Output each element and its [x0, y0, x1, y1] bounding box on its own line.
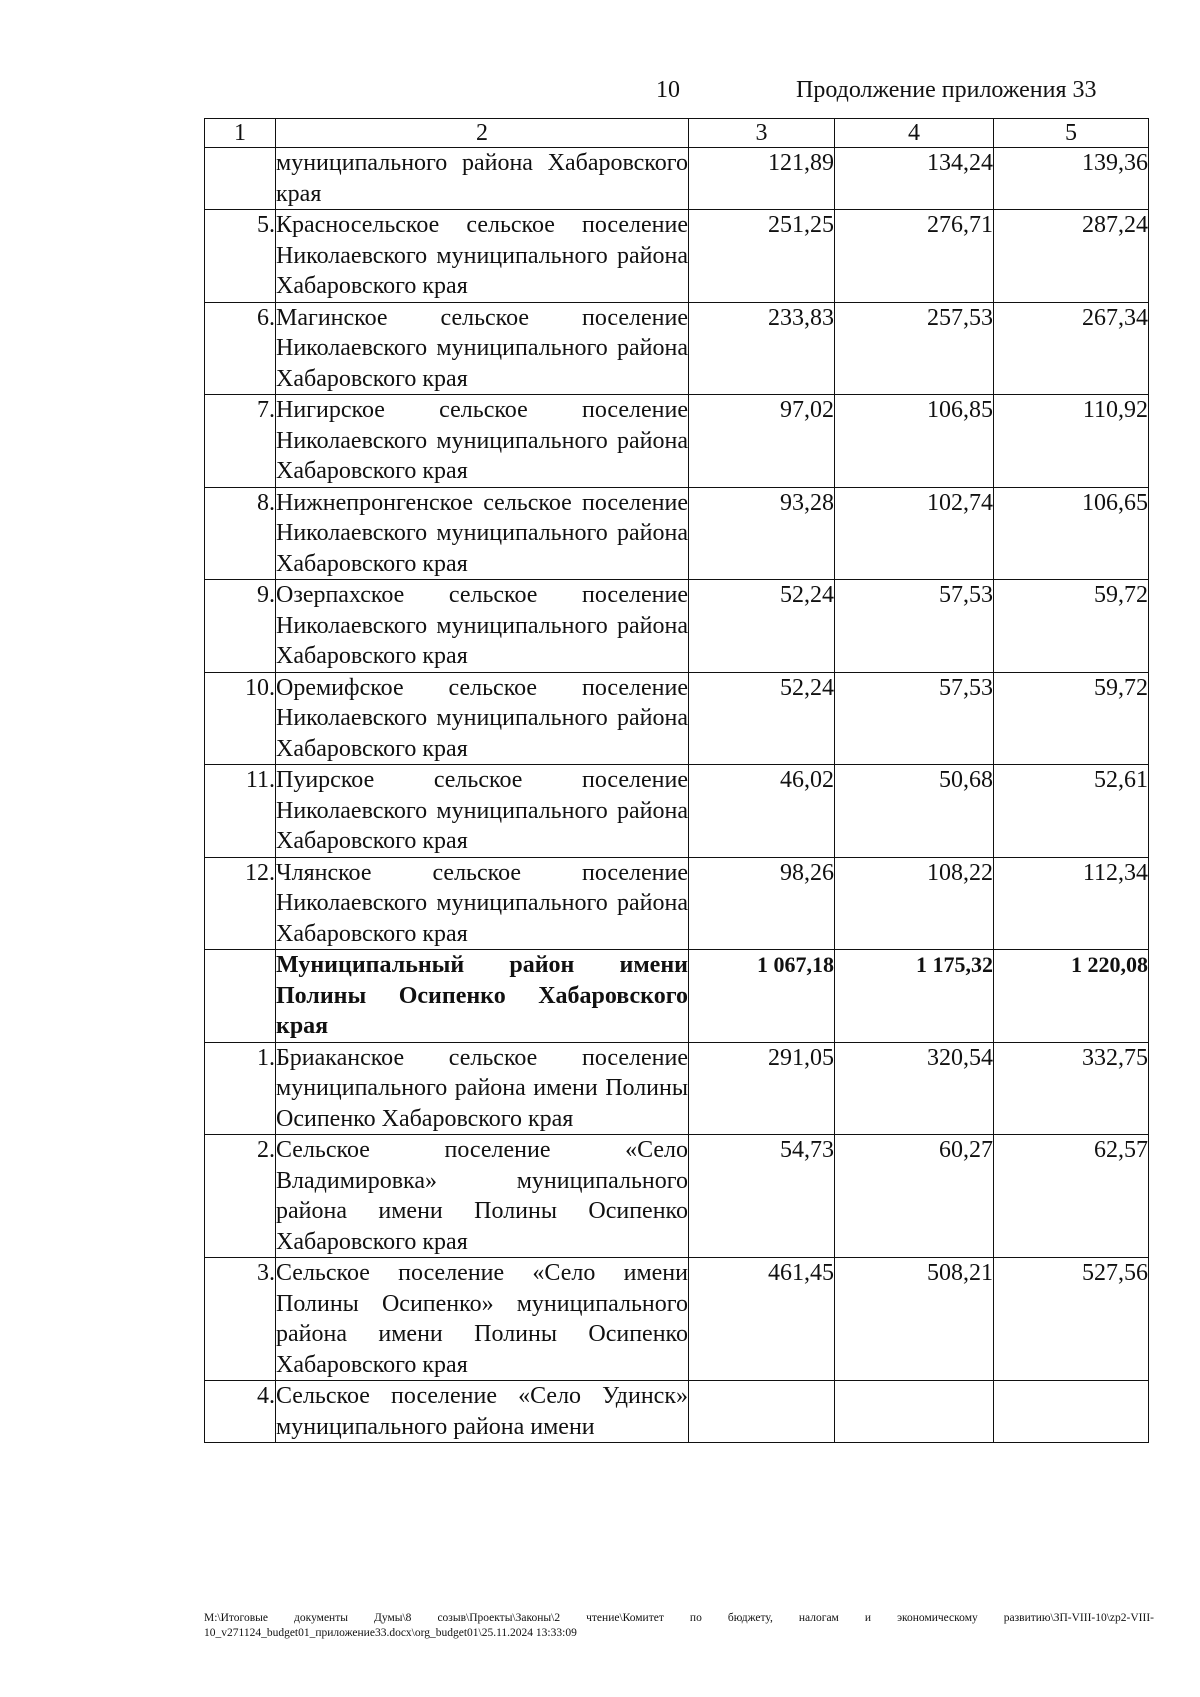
- value-col-5: 287,24: [994, 210, 1149, 303]
- value-col-3: 461,45: [689, 1258, 835, 1381]
- continuation-heading: Продолжение приложения 33: [796, 77, 1097, 103]
- value-col-4: 257,53: [835, 302, 994, 395]
- row-number: 2.: [205, 1135, 276, 1258]
- row-number: 11.: [205, 765, 276, 858]
- value-col-4: 60,27: [835, 1135, 994, 1258]
- value-col-3: 93,28: [689, 487, 835, 580]
- table-row: [205, 1135, 1149, 1258]
- row-number: 7.: [205, 395, 276, 488]
- column-header-2: 2: [276, 119, 689, 148]
- value-col-4: 57,53: [835, 672, 994, 765]
- row-number: 8.: [205, 487, 276, 580]
- table-row: [205, 1381, 1149, 1443]
- table-row: [205, 672, 1149, 765]
- value-col-3: 121,89: [689, 148, 835, 210]
- row-number: 3.: [205, 1258, 276, 1381]
- file-path-footer: M:\Итоговые документы Думы\8 созыв\Проекты\Законы\2 чтение\Комитет по бюджету, налогам и экономическому развитию\ЗП-VIII-10\zp2-VIII-10_v271124_budget01_приложение33.docx\org_budget01\25.11.2024 13:33:09: [204, 1612, 1154, 1639]
- row-number: 5.: [205, 210, 276, 303]
- municipality-name: Сельское поселение «Село имени Полины Осипенко» муниципального района имени Полины Осипенко Хабаровского края: [276, 1258, 689, 1381]
- municipality-name: Члянское сельское поселение Николаевского муниципального района Хабаровского края: [276, 857, 689, 950]
- page-number: 10: [656, 77, 680, 103]
- value-col-3: [689, 1381, 835, 1443]
- value-col-5: 59,72: [994, 580, 1149, 673]
- municipality-name: Нижнепронгенское сельское поселение Николаевского муниципального района Хабаровского края: [276, 487, 689, 580]
- row-number: 6.: [205, 302, 276, 395]
- value-col-3: 54,73: [689, 1135, 835, 1258]
- table-header-row: [205, 119, 1149, 148]
- municipality-name: Нигирское сельское поселение Николаевского муниципального района Хабаровского края: [276, 395, 689, 488]
- table-row: [205, 487, 1149, 580]
- row-number: 1.: [205, 1042, 276, 1135]
- column-header-4: 4: [835, 119, 994, 148]
- row-number: [205, 950, 276, 1043]
- value-col-3: 52,24: [689, 580, 835, 673]
- table-row: [205, 302, 1149, 395]
- row-number: [205, 148, 276, 210]
- column-header-3: 3: [689, 119, 835, 148]
- value-col-4: 106,85: [835, 395, 994, 488]
- column-header-5: 5: [994, 119, 1149, 148]
- value-col-5: 112,34: [994, 857, 1149, 950]
- total-col-5: 1 220,08: [994, 950, 1149, 1043]
- table-row: [205, 148, 1149, 210]
- table-row: [205, 210, 1149, 303]
- district-name: Муниципальный район имени Полины Осипенко Хабаровского края: [276, 950, 689, 1043]
- value-col-4: 508,21: [835, 1258, 994, 1381]
- value-col-5: 59,72: [994, 672, 1149, 765]
- value-col-5: 106,65: [994, 487, 1149, 580]
- value-col-5: 110,92: [994, 395, 1149, 488]
- municipality-name: Сельское поселение «Село Владимировка» муниципального района имени Полины Осипенко Хабаровского края: [276, 1135, 689, 1258]
- value-col-3: 46,02: [689, 765, 835, 858]
- row-number: 9.: [205, 580, 276, 673]
- column-header-1: 1: [205, 119, 276, 148]
- value-col-4: 276,71: [835, 210, 994, 303]
- value-col-3: 98,26: [689, 857, 835, 950]
- value-col-5: 139,36: [994, 148, 1149, 210]
- total-col-4: 1 175,32: [835, 950, 994, 1043]
- value-col-4: 320,54: [835, 1042, 994, 1135]
- row-number: 4.: [205, 1381, 276, 1443]
- value-col-3: 97,02: [689, 395, 835, 488]
- value-col-4: 57,53: [835, 580, 994, 673]
- value-col-5: 332,75: [994, 1042, 1149, 1135]
- municipality-name: Магинское сельское поселение Николаевского муниципального района Хабаровского края: [276, 302, 689, 395]
- total-col-3: 1 067,18: [689, 950, 835, 1043]
- value-col-3: 233,83: [689, 302, 835, 395]
- municipality-name: Озерпахское сельское поселение Николаевского муниципального района Хабаровского края: [276, 580, 689, 673]
- value-col-4: 50,68: [835, 765, 994, 858]
- value-col-5: 267,34: [994, 302, 1149, 395]
- table-row: [205, 765, 1149, 858]
- row-number: 10.: [205, 672, 276, 765]
- value-col-5: 52,61: [994, 765, 1149, 858]
- municipality-name: Оремифское сельское поселение Николаевского муниципального района Хабаровского края: [276, 672, 689, 765]
- value-col-3: 52,24: [689, 672, 835, 765]
- table-row: [205, 1042, 1149, 1135]
- row-number: 12.: [205, 857, 276, 950]
- table-row: [205, 857, 1149, 950]
- value-col-4: 108,22: [835, 857, 994, 950]
- municipality-name: Красносельское сельское поселение Николаевского муниципального района Хабаровского края: [276, 210, 689, 303]
- value-col-5: [994, 1381, 1149, 1443]
- value-col-4: [835, 1381, 994, 1443]
- table-row: [205, 1258, 1149, 1381]
- value-col-4: 102,74: [835, 487, 994, 580]
- district-total-row: [205, 950, 1149, 1043]
- value-col-4: 134,24: [835, 148, 994, 210]
- value-col-5: 527,56: [994, 1258, 1149, 1381]
- table-row: [205, 395, 1149, 488]
- budget-table: [204, 118, 1149, 1443]
- table-row: [205, 580, 1149, 673]
- municipality-name: Пуирское сельское поселение Николаевского муниципального района Хабаровского края: [276, 765, 689, 858]
- municipality-name: Бриаканское сельское поселение муниципального района имени Полины Осипенко Хабаровского края: [276, 1042, 689, 1135]
- municipality-name: Сельское поселение «Село Удинск» муниципального района имени: [276, 1381, 689, 1443]
- value-col-3: 251,25: [689, 210, 835, 303]
- value-col-3: 291,05: [689, 1042, 835, 1135]
- value-col-5: 62,57: [994, 1135, 1149, 1258]
- municipality-name: муниципального района Хабаровского края: [276, 148, 689, 210]
